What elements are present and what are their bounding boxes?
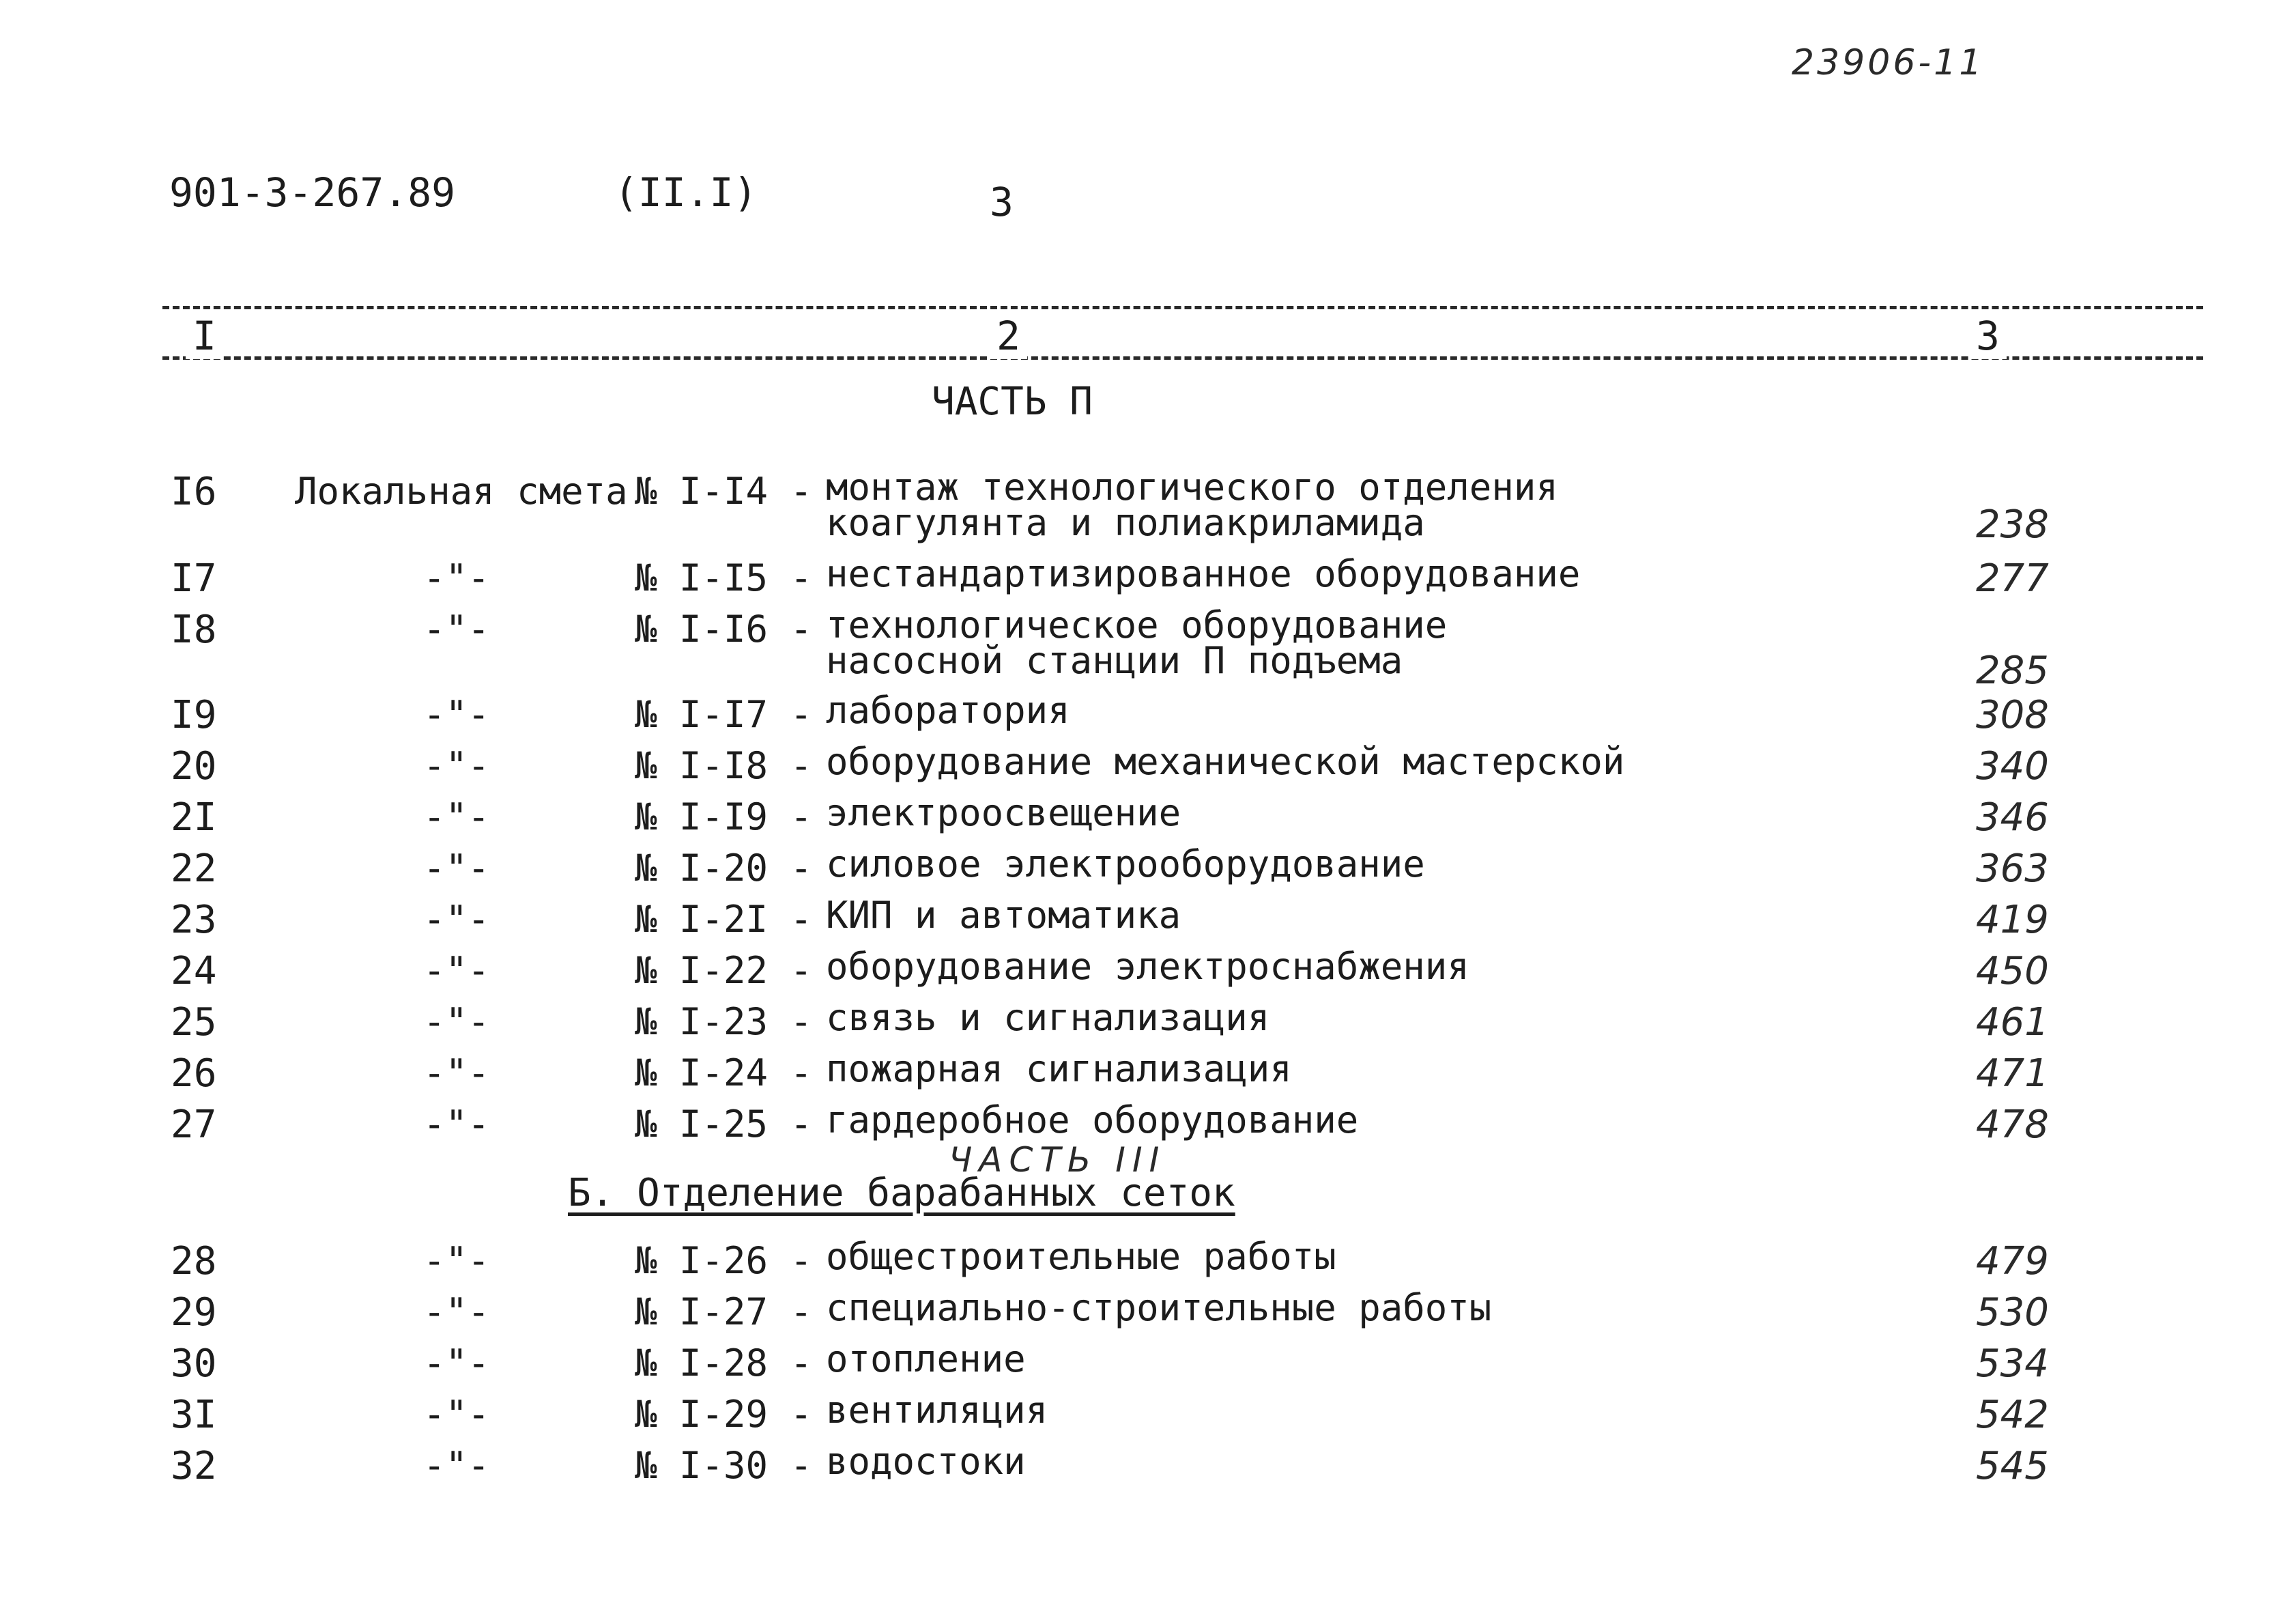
ditto-mark: -"- — [423, 898, 490, 941]
document-section: (II.I) — [614, 169, 758, 216]
ditto-mark: -"- — [423, 744, 490, 787]
item-number: 27 — [171, 1103, 217, 1147]
item-page-number: 461 — [1976, 1000, 2049, 1045]
ditto-mark: -"- — [423, 693, 490, 736]
ditto-mark: -"- — [423, 1051, 490, 1094]
document-code: 901-3-267.89 — [169, 169, 456, 216]
estimate-reference: № I-29 - — [635, 1393, 813, 1436]
item-description: пожарная сигнализация — [826, 1047, 1292, 1090]
item-description: вентиляция — [826, 1389, 1048, 1432]
item-type-label: Локальная смета — [295, 470, 628, 513]
item-number: I8 — [171, 608, 217, 652]
estimate-reference: № I-I4 - — [635, 470, 813, 513]
table-header-rule-top — [162, 306, 2203, 309]
section-b-heading: Б. Отделение барабанных сеток — [568, 1171, 1235, 1215]
item-page-number: 340 — [1976, 744, 2049, 789]
estimate-reference: № I-20 - — [635, 847, 813, 890]
ditto-mark: -"- — [423, 847, 490, 890]
item-page-number: 308 — [1976, 693, 2049, 737]
item-number: 20 — [171, 744, 217, 789]
estimate-reference: № I-25 - — [635, 1103, 813, 1146]
item-page-number: 479 — [1976, 1239, 2049, 1283]
item-page-number: 277 — [1976, 556, 2049, 601]
item-number: I9 — [171, 693, 217, 737]
ditto-mark: -"- — [423, 795, 490, 838]
item-page-number: 346 — [1976, 795, 2049, 840]
item-number: 3I — [171, 1393, 217, 1437]
ditto-mark: -"- — [423, 1444, 490, 1487]
ditto-mark: -"- — [423, 1393, 490, 1436]
part-3-handwritten-heading: ЧАСТЬ III — [949, 1140, 1166, 1180]
estimate-reference: № I-22 - — [635, 949, 813, 992]
estimate-reference: № I-2I - — [635, 898, 813, 941]
ditto-mark: -"- — [423, 1342, 490, 1385]
estimate-reference: № I-27 - — [635, 1290, 813, 1333]
estimate-reference: № I-26 - — [635, 1239, 813, 1282]
estimate-reference: № I-I6 - — [635, 608, 813, 651]
estimate-reference: № I-30 - — [635, 1444, 813, 1487]
column-header-2: 2 — [990, 313, 1027, 359]
ditto-mark: -"- — [423, 1103, 490, 1146]
item-description: лаборатория — [826, 689, 1070, 732]
estimate-reference: № I-I5 - — [635, 556, 813, 599]
estimate-reference: № I-I8 - — [635, 744, 813, 787]
estimate-reference: № I-28 - — [635, 1342, 813, 1385]
column-header-1: I — [186, 313, 223, 359]
estimate-reference: № I-23 - — [635, 1000, 813, 1043]
item-description: отопление — [826, 1337, 1026, 1380]
estimate-reference: № I-I7 - — [635, 693, 813, 736]
item-page-number: 419 — [1976, 898, 2049, 942]
item-description: нестандартизированное оборудование — [826, 552, 1581, 595]
item-description: оборудование механической мастерской — [826, 740, 1625, 783]
table-header-rule-bottom — [162, 356, 2203, 360]
item-number: 29 — [171, 1290, 217, 1335]
item-number: I7 — [171, 556, 217, 601]
item-number: 28 — [171, 1239, 217, 1283]
item-page-number: 238 — [1976, 502, 2049, 547]
item-number: 26 — [171, 1051, 217, 1096]
item-page-number: 534 — [1976, 1342, 2049, 1386]
item-description: КИП и автоматика — [826, 894, 1181, 937]
ditto-mark: -"- — [423, 556, 490, 599]
item-description: связь и сигнализация — [826, 996, 1270, 1039]
item-description: электроосвещение — [826, 791, 1181, 834]
item-description: технологическое оборудование насосной станции П подъема — [826, 604, 1448, 682]
item-page-number: 545 — [1976, 1444, 2049, 1488]
item-description: общестроительные работы — [826, 1235, 1336, 1278]
item-number: 30 — [171, 1342, 217, 1386]
item-page-number: 363 — [1976, 847, 2049, 891]
item-number: 32 — [171, 1444, 217, 1488]
item-number: 24 — [171, 949, 217, 993]
archive-number: 23906-11 — [1792, 42, 1985, 83]
item-page-number: 471 — [1976, 1051, 2049, 1096]
ditto-mark: -"- — [423, 608, 490, 651]
item-description: водостоки — [826, 1440, 1026, 1483]
item-page-number: 542 — [1976, 1393, 2049, 1437]
estimate-reference: № I-I9 - — [635, 795, 813, 838]
item-page-number: 530 — [1976, 1290, 2049, 1335]
item-description: специально-строительные работы — [826, 1286, 1492, 1329]
item-page-number: 450 — [1976, 949, 2049, 993]
column-header-3: 3 — [1969, 313, 2007, 359]
item-description: гардеробное оборудование — [826, 1098, 1359, 1141]
item-number: 25 — [171, 1000, 217, 1045]
item-page-number: 285 — [1976, 649, 2049, 693]
ditto-mark: -"- — [423, 1239, 490, 1282]
page-number: 3 — [990, 179, 1014, 225]
part-2-heading: ЧАСТЬ П — [932, 380, 1093, 424]
item-number: 23 — [171, 898, 217, 942]
item-description: монтаж технологического отделения коагулянта и полиакриламида — [826, 466, 1558, 544]
item-number: I6 — [171, 470, 217, 514]
item-number: 22 — [171, 847, 217, 891]
estimate-reference: № I-24 - — [635, 1051, 813, 1094]
item-description: силовое электрооборудование — [826, 842, 1425, 885]
ditto-mark: -"- — [423, 1290, 490, 1333]
item-page-number: 478 — [1976, 1103, 2049, 1147]
ditto-mark: -"- — [423, 1000, 490, 1043]
item-number: 2I — [171, 795, 217, 840]
item-description: оборудование электроснабжения — [826, 945, 1469, 988]
ditto-mark: -"- — [423, 949, 490, 992]
